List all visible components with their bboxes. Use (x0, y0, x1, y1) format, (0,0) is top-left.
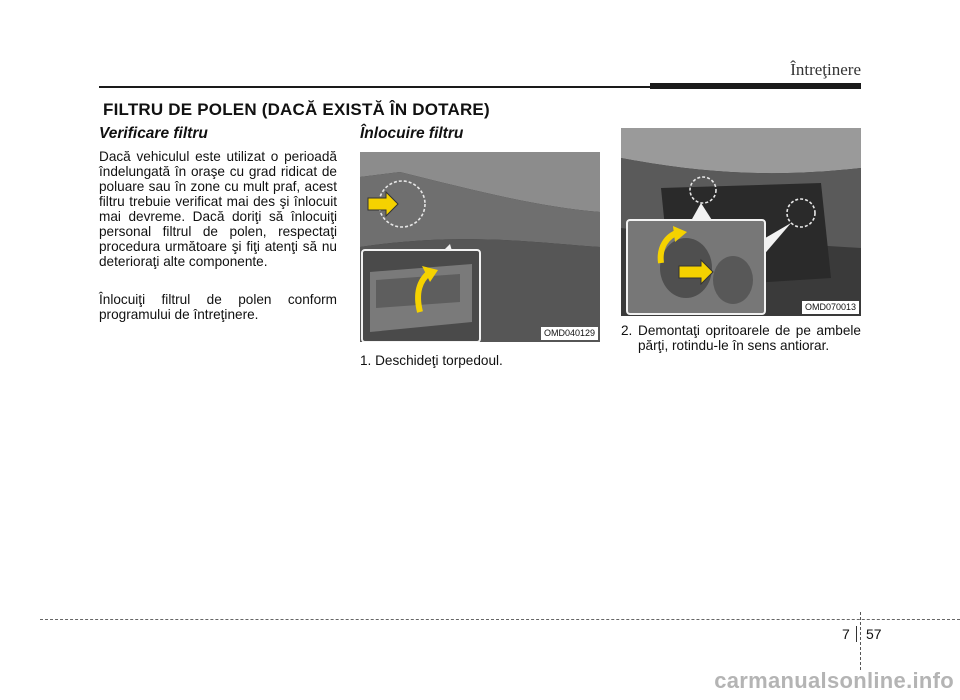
check-filter-paragraph: Dacă vehiculul este utilizat o perioadă îndelungată în oraşe cu grad ridicat de poluare sau în zone cu mult praf, acest filtru trebuie verificat mai des şi înlocuit mai devreme. Dacă doriţi să înlocuiţi personal filtrul de polen, respectaţi procedura următoare şi fiţi atenţi să nu deterioraţi alte componente. (99, 149, 337, 269)
step-1-text: 1. Deschideţi torpedoul. (360, 353, 503, 368)
page-number-divider (856, 626, 857, 642)
check-filter-heading: Verificare filtru (99, 125, 208, 142)
chapter-number: 7 (842, 626, 850, 642)
image-code-2: OMD070013 (802, 301, 859, 314)
step-2-body: Demontaţi opritoarele de pe ambele părţi, rotindu-le în sens antiorar. (638, 323, 861, 353)
watermark: carmanualsonline.info (714, 668, 954, 693)
section-title: FILTRU DE POLEN (DACĂ EXISTĂ ÎN DOTARE) (103, 100, 490, 119)
page-number: 57 (866, 626, 882, 642)
step-2-number: 2. (621, 323, 633, 338)
replace-filter-heading: Înlocuire filtru (360, 125, 464, 142)
chapter-title: Întreţinere (790, 60, 861, 79)
footer-dashed-vertical (860, 612, 861, 670)
step-2-text (621, 323, 861, 353)
image-code-1: OMD040129 (541, 327, 598, 340)
glovebox-stoppers-illustration (621, 128, 861, 316)
glovebox-open-illustration (360, 152, 600, 342)
replace-schedule-paragraph: Înlocuiţi filtrul de polen conform programului de întreţinere. (99, 292, 337, 322)
header-tab (650, 83, 861, 89)
footer-dashed-rule (40, 619, 960, 620)
glovebox-open-image (360, 152, 600, 342)
glovebox-stoppers-image (621, 128, 861, 316)
